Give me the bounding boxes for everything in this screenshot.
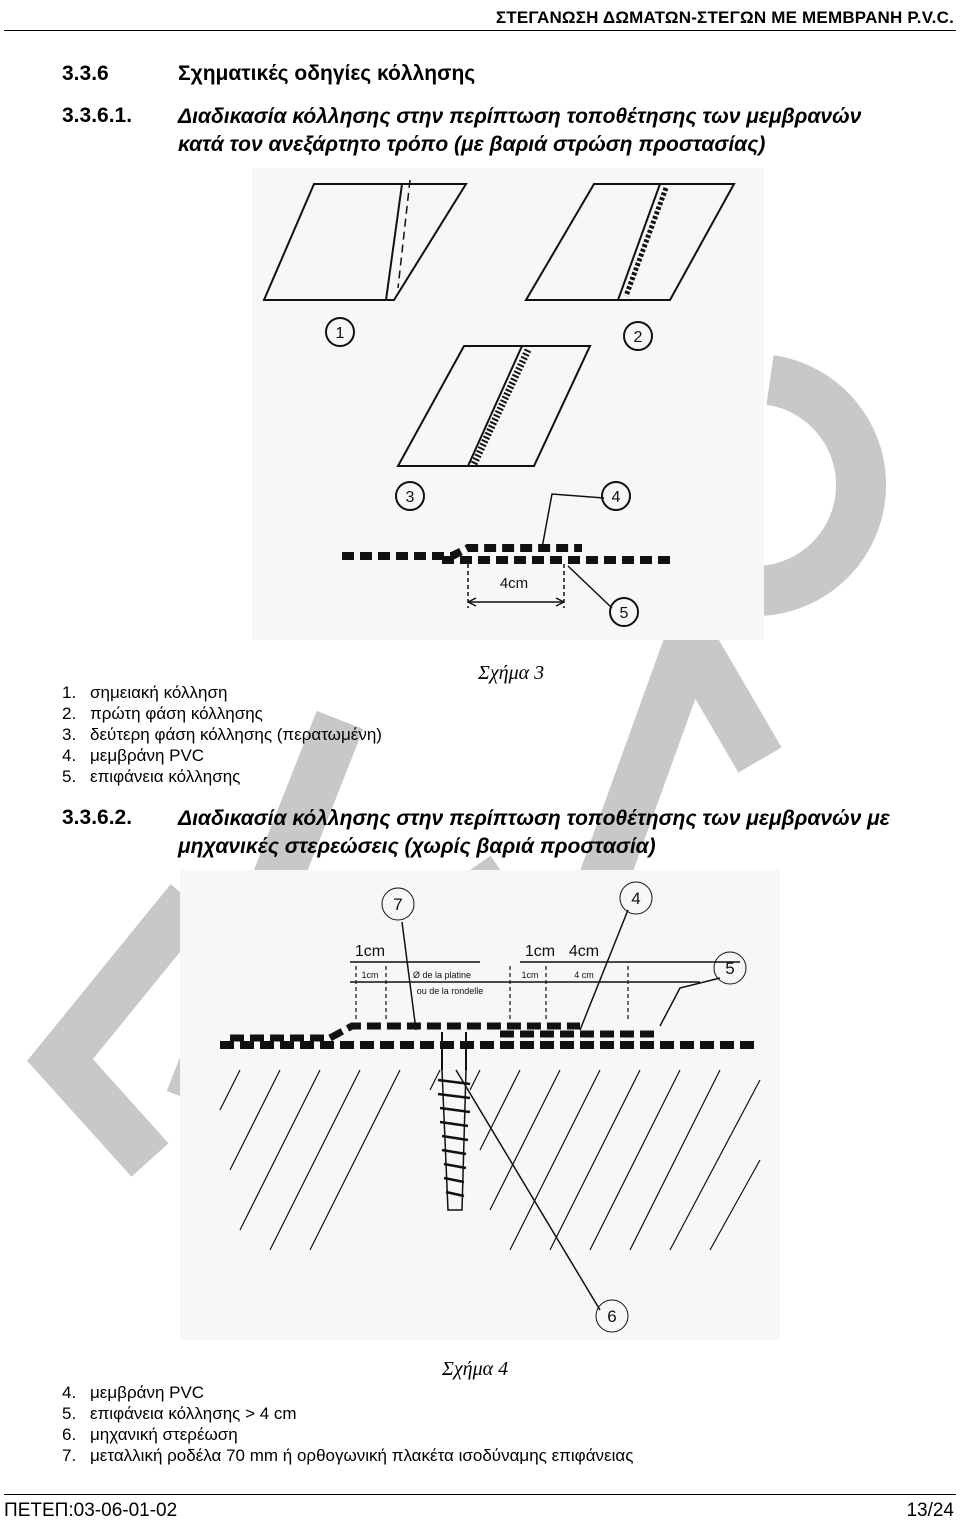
footer-page-number: 13/24 — [906, 1500, 954, 1521]
legend-item — [62, 1382, 633, 1403]
fig4-dim-1cm-b: 1cm — [524, 943, 556, 960]
legend-item — [62, 1445, 633, 1466]
fig3-callout-4: 4 — [611, 489, 621, 506]
fig3-dimension-label: 4cm — [499, 575, 529, 592]
fig3-callout-1: 1 — [335, 325, 345, 342]
legend-number: 4. — [62, 1383, 77, 1402]
fig4-callout-5: 5 — [725, 959, 735, 978]
legend-number: 3. — [62, 725, 77, 744]
fig4-callout-4: 4 — [631, 889, 641, 908]
legend-number: 7. — [62, 1446, 77, 1465]
subsection-2-title — [178, 805, 958, 861]
fig4-dim-4cm: 4cm — [568, 943, 600, 960]
legend-item — [62, 1403, 633, 1424]
legend-item — [62, 766, 382, 787]
legend-item — [62, 703, 382, 724]
footer-rule — [4, 1494, 956, 1495]
figure-3-drawing — [252, 168, 764, 640]
figure-3-legend — [62, 682, 382, 787]
figure-4-drawing — [180, 870, 780, 1340]
subsection-1-title-line1: Διαδικασία κόλλησης στην περίπτωση τοποθέτησης των μεμβρανών — [178, 105, 862, 128]
legend-number: 1. — [62, 683, 77, 702]
section-title: Σχηματικές οδηγίες κόλλησης — [178, 62, 476, 85]
legend-text: επιφάνεια κόλλησης — [90, 767, 241, 786]
footer-document-code: ΠΕΤΕΠ:03-06-01-02 — [4, 1500, 178, 1521]
fig4-small-1cm-b: 1cm — [521, 970, 539, 980]
subsection-1-number: 3.3.6.1. — [62, 104, 133, 127]
document-header-title: ΣΤΕΓΑΝΩΣΗ ΔΩΜΑΤΩΝ-ΣΤΕΓΩΝ ΜΕ ΜΕΜΒΡΑΝΗ P.V.C. — [495, 8, 954, 27]
header-rule — [4, 30, 956, 31]
subsection-1-title-line2: κατά τον ανεξάρτητο τρόπο (με βαριά στρώση προστασίας) — [178, 133, 766, 156]
legend-text: μεμβράνη PVC — [90, 1383, 205, 1402]
legend-number: 5. — [62, 767, 77, 786]
fig3-callout-5: 5 — [619, 605, 629, 622]
subsection-1-title — [178, 103, 958, 159]
fig4-small-1cm-a: 1cm — [361, 970, 379, 980]
legend-item — [62, 745, 382, 766]
legend-text: μεταλλική ροδέλα 70 mm ή ορθογωνική πλακέτα ισοδύναμης επιφάνειας — [90, 1446, 634, 1465]
legend-text: μεμβράνη PVC — [90, 746, 205, 765]
legend-item — [62, 682, 382, 703]
fig4-small-rondelle: ou de la rondelle — [416, 986, 484, 996]
figure-4-legend — [62, 1382, 633, 1466]
legend-number: 4. — [62, 746, 77, 765]
fig3-callout-3: 3 — [405, 489, 415, 506]
legend-text: επιφάνεια κόλλησης > 4 cm — [90, 1404, 297, 1423]
section-number: 3.3.6 — [62, 62, 109, 85]
subsection-2-number: 3.3.6.2. — [62, 806, 133, 829]
legend-text: πρώτη φάση κόλλησης — [90, 704, 263, 723]
legend-text: σημειακή κόλληση — [90, 683, 228, 702]
legend-text: μηχανική στερέωση — [90, 1425, 238, 1444]
fig4-small-4cm: 4 cm — [574, 970, 594, 980]
fig4-dim-1cm-a: 1cm — [354, 943, 386, 960]
subsection-2-title-line2: μηχανικές στερεώσεις (χωρίς βαριά προστασία) — [178, 835, 656, 858]
legend-number: 6. — [62, 1425, 77, 1444]
legend-text: δεύτερη φάση κόλλησης (περατωμένη) — [90, 725, 382, 744]
legend-number: 5. — [62, 1404, 77, 1423]
fig3-callout-2: 2 — [633, 329, 643, 346]
legend-item — [62, 724, 382, 745]
figure-3-caption: Σχήμα 3 — [478, 662, 545, 684]
fig4-callout-7: 7 — [393, 895, 403, 914]
subsection-2-title-line1: Διαδικασία κόλλησης στην περίπτωση τοποθέτησης των μεμβρανών με — [178, 807, 890, 830]
fig4-callout-6: 6 — [607, 1307, 617, 1326]
figure-4-caption: Σχήμα 4 — [442, 1358, 509, 1380]
legend-number: 2. — [62, 704, 77, 723]
legend-item — [62, 1424, 633, 1445]
fig4-small-phi: Ø de la platine — [412, 970, 472, 980]
